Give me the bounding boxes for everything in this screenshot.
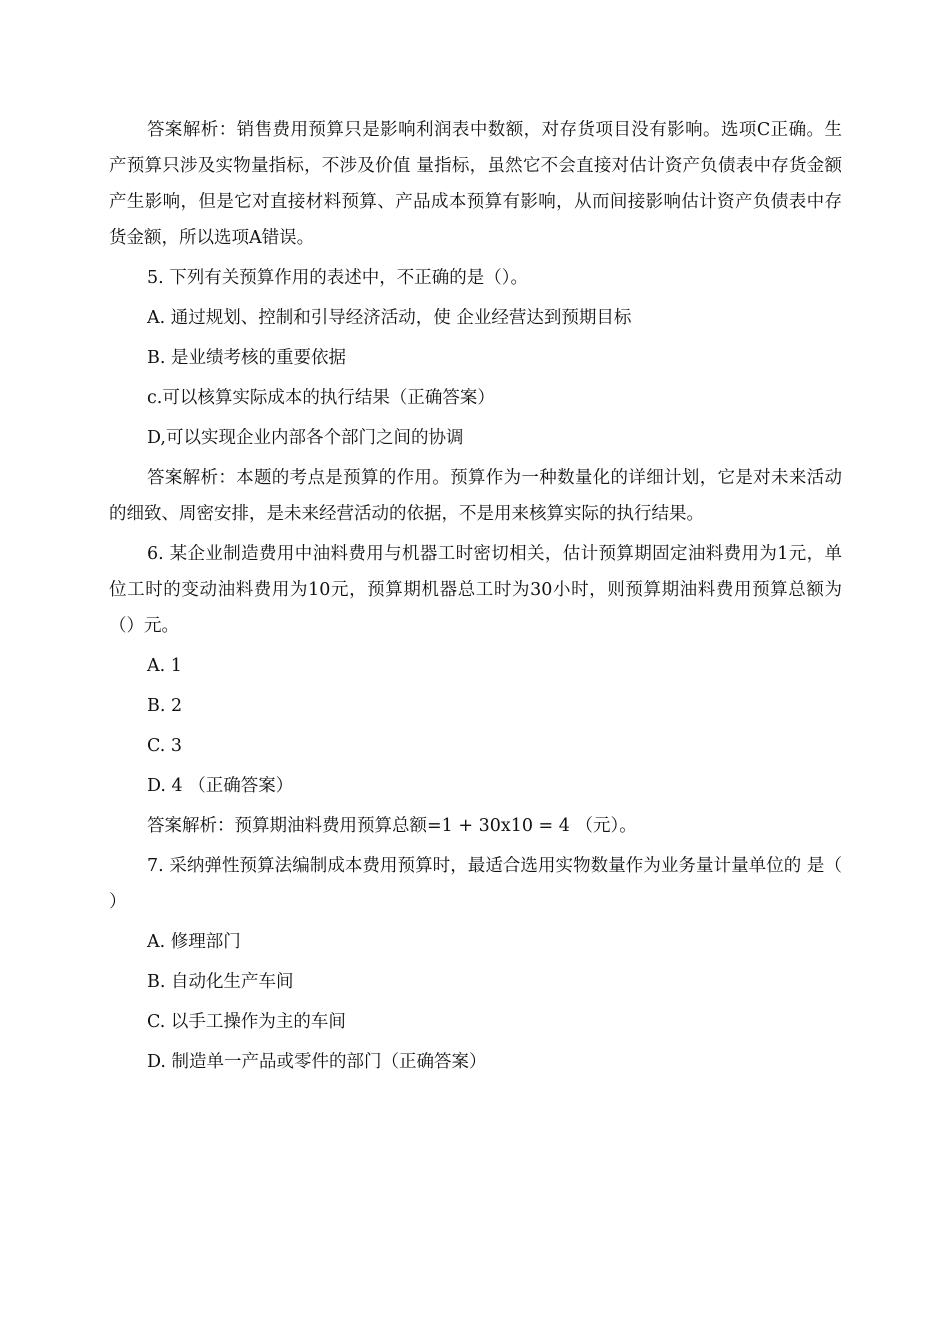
answer-analysis-q4: 答案解析：销售费用预算只是影响利润表中数额，对存货项目没有影响。选项C正确。生产预算只涉及实物量指标，不涉及价值 量指标，虽然它不会直接对估计资产负债表中存货金额产生影响，但是它对直接材料预算、产品成本预算有影响，从而间接影响估计资产负债表中存货金额，所以选项A错误。 [109,120,842,248]
question-6-stem: 6. 某企业制造费用中油料费用与机器工时密切相关，估计预算期固定油料费用为1元，单位工时的变动油料费用为10元，预算期机器总工时为30小时，则预算期油料费用预算总额为（）元。 [109,544,842,636]
question-7-option-a: A. 修理部门 [147,932,241,952]
answer-analysis-q6: 答案解析：预算期油料费用预算总额=1 + 30x10 = 4 （元）。 [147,816,637,836]
page-content [109,112,842,1084]
question-7-option-d: D. 制造单一产品或零件的部门（正确答案） [147,1052,487,1072]
question-6-option-a: A. 1 [147,656,182,676]
question-5-option-c: c.可以核算实际成本的执行结果（正确答案） [147,388,495,408]
question-7-option-b: B. 自动化生产车间 [147,972,294,992]
answer-analysis-q5: 答案解析：本题的考点是预算的作用。预算作为一种数量化的详细计划，它是对未来活动的细致、周密安排，是未来经营活动的依据，不是用来核算实际的执行结果。 [109,468,842,524]
question-5-option-d: D,可以实现企业内部各个部门之间的协调 [147,428,464,448]
question-7-option-c: C. 以手工操作为主的车间 [147,1012,346,1032]
question-5-option-a: A. 通过规划、控制和引导经济活动，使 企业经营达到预期目标 [147,308,632,328]
question-5-stem: 5. 下列有关预算作用的表述中，不正确的是（）。 [147,268,529,288]
question-7-stem: 7. 采纳弹性预算法编制成本费用预算时，最适合选用实物数量作为业务量计量单位的 是（ ） [109,856,842,912]
question-6-option-c: C. 3 [147,736,183,756]
question-6-option-d: D. 4 （正确答案） [147,776,294,796]
question-6-option-b: B. 2 [147,696,183,716]
question-5-option-b: B. 是业绩考核的重要依据 [147,348,346,368]
